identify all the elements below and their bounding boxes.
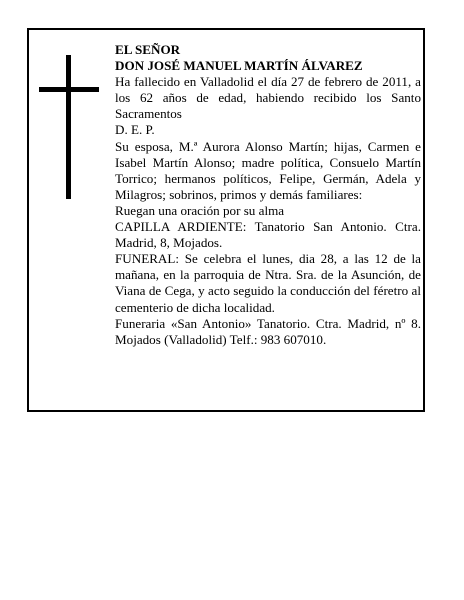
funeral-home-info: Funeraria «San Antonio» Tanatorio. Ctra. Madrid, nº 8. Mojados (Valladolid) Telf.: 983 607010. xyxy=(115,315,421,347)
family-list: Su esposa, M.ª Aurora Alonso Martín; hijas, Carmen e Isabel Martín Alonso; madre política, Consuelo Martín Torrico; hermanos políticos, Felipe, Germán, Adela y Milagros; sobrinos, primos y demás familiares: xyxy=(115,138,421,202)
cross-icon xyxy=(39,55,99,199)
death-announcement: Ha fallecido en Valladolid el día 27 de febrero de 2011, a los 62 años de edad, habiendo recibido los Santo Sacramentos xyxy=(115,74,421,122)
deceased-name: DON JOSÉ MANUEL MARTÍN ÁLVAREZ xyxy=(115,58,363,74)
cross-vertical-bar xyxy=(66,55,71,199)
dep-text: D. E. P. xyxy=(115,122,155,138)
funeral-info: FUNERAL: Se celebra el lunes, dia 28, a las 12 de la mañana, en la parroquia de Ntra. Sra. de la Asunción, de Viana de Cega, y acto seguido la conducción del féretro al cementerio de dicha localidad. xyxy=(115,251,421,315)
notice-body xyxy=(115,42,421,348)
notice-heading: EL SEÑOR xyxy=(115,42,181,57)
obituary-notice xyxy=(27,28,425,412)
chapel-info: CAPILLA ARDIENTE: Tanatorio San Antonio. Ctra. Madrid, 8, Mojados. xyxy=(115,219,421,251)
prayer-request: Ruegan una oración por su alma xyxy=(115,202,285,218)
cross-horizontal-bar xyxy=(39,87,99,92)
